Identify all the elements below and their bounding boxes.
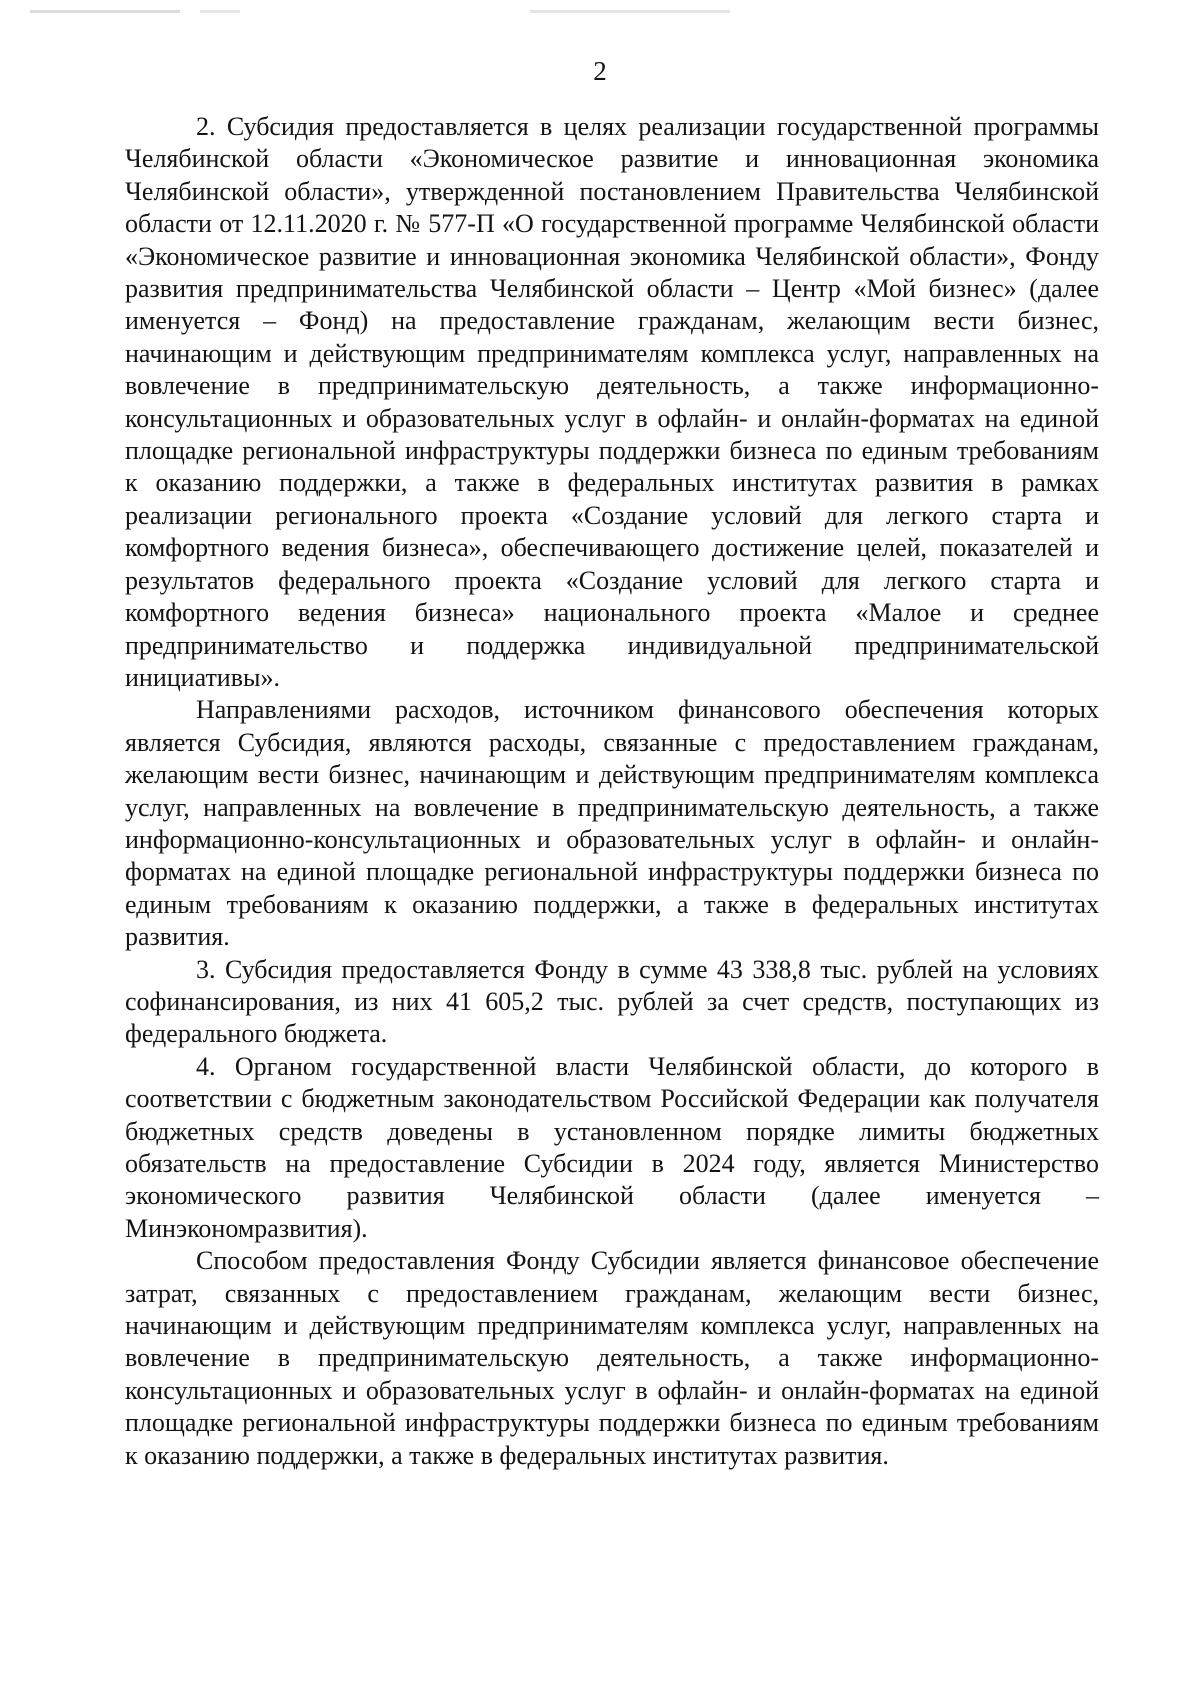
paragraph-provision-method: Способом предоставления Фонду Субсидии является финансовое обеспечение затрат, связанных с предоставлением гражданам, желающим вести бизнес, начинающим и действующим предпринимателям комплекса услуг, направленных на вовлечение в предпринимательскую деятельность, а также информационно-консультационных и образовательных услуг в офлайн- и онлайн-форматах на единой площадке региональной инфраструктуры поддержки бизнеса по единым требованиям к оказанию поддержки, а также в федеральных институтах развития. [125,1246,1099,1470]
document-body [125,111,1099,1472]
paragraph-item-2: 2. Субсидия предоставляется в целях реализации государственной программы Челябинской области «Экономическое развитие и инновационная экономика Челябинской области», утвержденной постановлением Правительства Челябинской области от 12.11.2020 г. № 577-П «О государственной программе Челябинской области «Экономическое развитие и инновационная экономика Челябинской области», Фонду развития предпринимательства Челябинской области – Центр «Мой бизнес» (далее именуется – Фонд) на предоставление гражданам, желающим вести бизнес, начинающим и действующим предпринимателям комплекса услуг, направленных на вовлечение в предпринимательскую деятельность, а также информационно-консультационных и образовательных услуг в офлайн- и онлайн-форматах на единой площадке региональной инфраструктуры поддержки бизнеса по единым требованиям к оказанию поддержки, а также в федеральных институтах развития в рамках реализации регионального проекта «Создание условий для легкого старта и комфортного ведения бизнеса», обеспечивающего достижение целей, показателей и результатов федерального проекта «Создание условий для легкого старта и комфортного ведения бизнеса» национального проекта «Малое и среднее предпринимательство и поддержка индивидуальной предпринимательской инициативы». [125,112,1099,692]
paragraph-expense-directions: Направлениями расходов, источником финансового обеспечения которых является Субсидия, являются расходы, связанные с предоставлением гражданам, желающим вести бизнес, начинающим и действующим предпринимателям комплекса услуг, направленных на вовлечение в предпринимательскую деятельность, а также информационно-консультационных и образовательных услуг в офлайн- и онлайн-форматах на единой площадке региональной инфраструктуры поддержки бизнеса по единым требованиям к оказанию поддержки, а также в федеральных институтах развития. [125,695,1099,952]
paragraph-item-4: 4. Органом государственной власти Челябинской области, до которого в соответствии с бюджетным законодательством Российской Федерации как получателя бюджетных средств доведены в установленном порядке лимиты бюджетных обязательств на предоставление Субсидии в 2024 году, является Министерство экономического развития Челябинской области (далее именуется – Минэкономразвития). [125,1051,1099,1243]
scan-artifact [200,10,240,13]
scan-artifact [30,10,180,13]
page-number: 2 [593,56,607,86]
paragraph-item-3: 3. Субсидия предоставляется Фонду в сумме 43 338,8 тыс. рублей на условиях софинансирования, из них 41 605,2 тыс. рублей за счет средств, поступающих из федерального бюджета. [125,954,1099,1049]
scan-artifact [530,10,730,13]
